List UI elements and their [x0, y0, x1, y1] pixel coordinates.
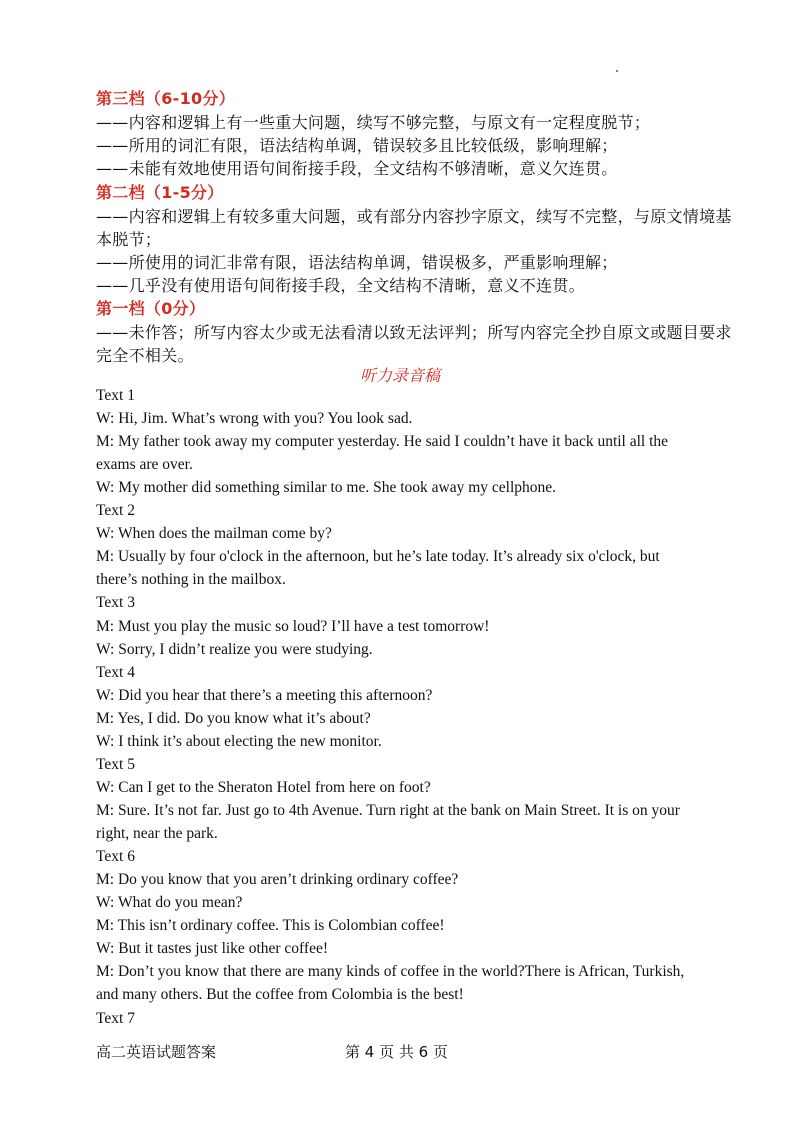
tier3-heading: 第三档（6-10分） — [96, 89, 236, 108]
transcript-line: Text 5 — [96, 756, 135, 773]
transcript-line: Text 1 — [96, 387, 135, 404]
tier1-line: 完全不相关。 — [96, 346, 194, 365]
tier2-line: 本脱节； — [96, 230, 162, 249]
speck-mark — [616, 70, 618, 72]
tier2-line: ——几乎没有使用语句间衔接手段，全文结构不清晰，意义不连贯。 — [96, 276, 586, 295]
tier2-line: ——内容和逻辑上有较多重大问题，或有部分内容抄字原文，续写不完整，与原文情境基 — [96, 207, 732, 226]
transcript-line: M: This isn’t ordinary coffee. This is Colombian coffee! — [96, 917, 445, 934]
transcript-line: M: Must you play the music so loud? I’ll have a test tomorrow! — [96, 618, 490, 635]
transcript-line: M: My father took away my computer yesterday. He said I couldn’t have it back until all the — [96, 433, 669, 450]
transcript-line: M: Sure. It’s not far. Just go to 4th Avenue. Turn right at the bank on Main Street. It is on your — [96, 802, 680, 819]
transcript-line: right, near the park. — [96, 825, 218, 842]
transcript-line: M: Yes, I did. Do you know what it’s about? — [96, 710, 371, 727]
tier3-line: ——内容和逻辑上有一些重大问题，续写不够完整，与原文有一定程度脱节； — [96, 113, 651, 132]
tier3-line: ——所用的词汇有限，语法结构单调，错误较多且比较低级，影响理解； — [96, 136, 618, 155]
tier1-heading: 第一档（0分） — [96, 299, 206, 318]
transcript-line: W: When does the mailman come by? — [96, 525, 332, 542]
tier1-line: ——未作答；所写内容太少或无法看清以致无法评判；所写内容完全抄自原文或题目要求 — [96, 323, 732, 342]
transcript-line: Text 4 — [96, 664, 135, 681]
transcript-line: W: What do you mean? — [96, 894, 243, 911]
transcript-title: 听力录音稿 — [359, 368, 440, 385]
transcript-line: M: Do you know that you aren’t drinking ordinary coffee? — [96, 871, 459, 888]
transcript-line: W: But it tastes just like other coffee! — [96, 940, 329, 957]
transcript-line: M: Usually by four o'clock in the afternoon, but he’s late today. It’s already six o'clock, but — [96, 548, 660, 565]
transcript-line: Text 3 — [96, 594, 135, 611]
tier2-heading: 第二档（1-5分） — [96, 183, 224, 202]
transcript-line: and many others. But the coffee from Colombia is the best! — [96, 986, 464, 1003]
footer-doc-title: 高二英语试题答案 — [96, 1043, 217, 1061]
transcript-line: Text 2 — [96, 502, 135, 519]
transcript-line: Text 7 — [96, 1010, 135, 1027]
transcript-line: there’s nothing in the mailbox. — [96, 571, 286, 588]
tier3-line: ——未能有效地使用语句间衔接手段，全文结构不够清晰，意义欠连贯。 — [96, 159, 618, 178]
transcript-line: W: Sorry, I didn’t realize you were studying. — [96, 641, 373, 658]
transcript-line: exams are over. — [96, 456, 193, 473]
transcript-line: W: I think it’s about electing the new monitor. — [96, 733, 382, 750]
transcript-line: W: Hi, Jim. What’s wrong with you? You look sad. — [96, 410, 413, 427]
transcript-line: W: Did you hear that there’s a meeting this afternoon? — [96, 687, 433, 704]
transcript-line: M: Don’t you know that there are many kinds of coffee in the world?There is African, Turkish, — [96, 963, 685, 980]
transcript-line: W: My mother did something similar to me. She took away my cellphone. — [96, 479, 557, 496]
transcript-line: W: Can I get to the Sheraton Hotel from here on foot? — [96, 779, 431, 796]
footer-page-info: 第 4 页 共 6 页 — [345, 1043, 448, 1061]
tier2-line: ——所使用的词汇非常有限，语法结构单调，错误极多，严重影响理解； — [96, 253, 618, 272]
transcript-line: Text 6 — [96, 848, 135, 865]
